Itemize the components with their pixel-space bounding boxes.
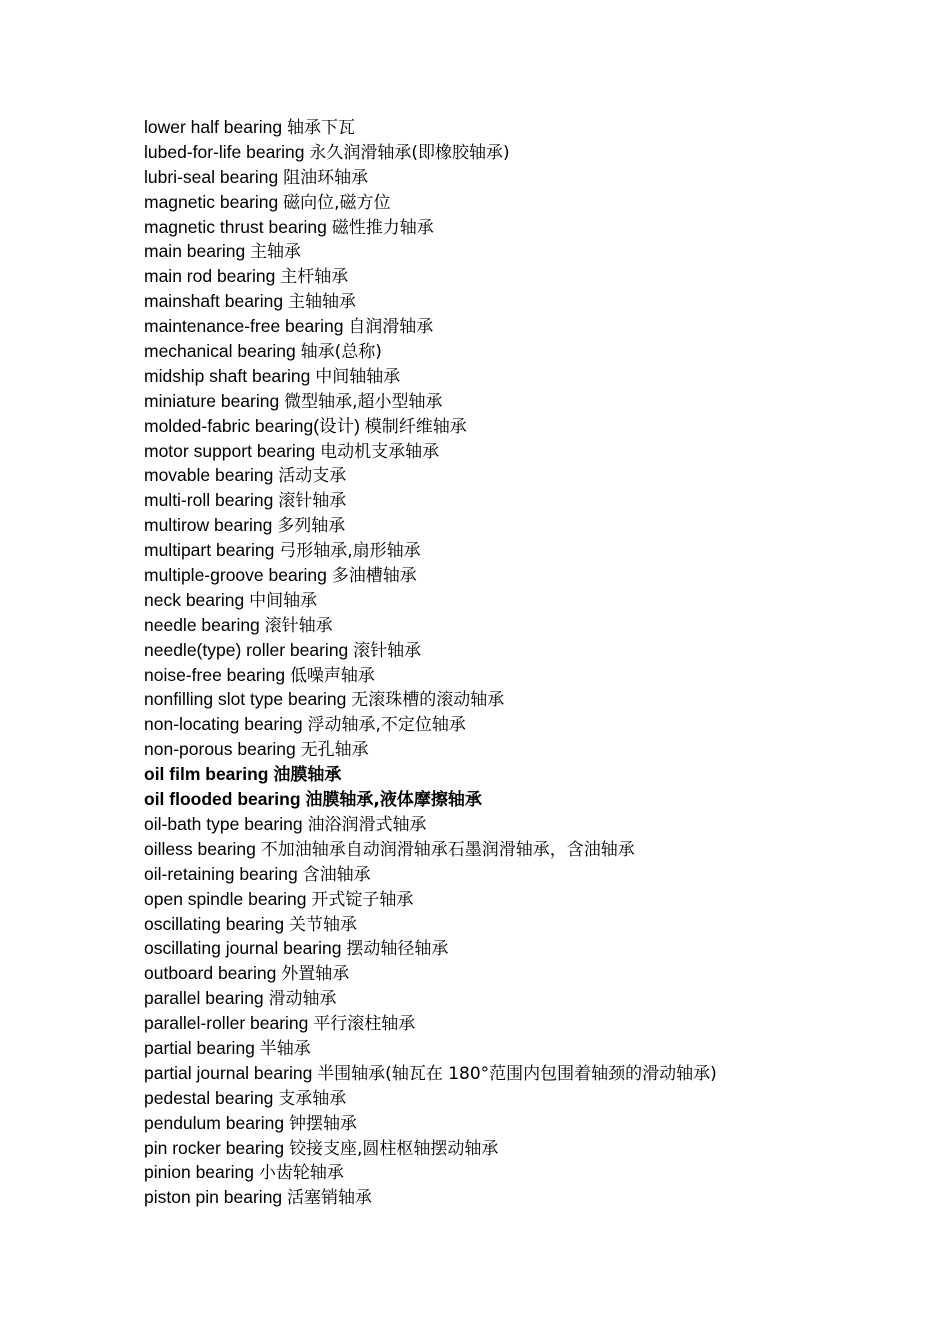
- entry-term: lower half bearing: [144, 117, 283, 137]
- entry-term: needle bearing: [144, 614, 260, 635]
- entry-term: pinion bearing: [144, 1162, 254, 1183]
- glossary-entry: [144, 1086, 924, 1111]
- entry-translation: 自润滑轴承: [348, 317, 434, 338]
- entry-translation: 外置轴承: [281, 964, 350, 985]
- entry-term: partial journal bearing: [144, 1062, 313, 1083]
- glossary-entry: [144, 414, 924, 439]
- entry-term: midship shaft bearing: [144, 365, 311, 386]
- entry-term: lubed-for-life bearing: [144, 141, 305, 162]
- glossary-entry: [144, 215, 924, 240]
- glossary-entry: [144, 463, 924, 488]
- entry-term: open spindle bearing: [144, 888, 307, 909]
- entry-term: oil film bearing: [144, 764, 269, 785]
- entry-term: pendulum bearing: [144, 1112, 285, 1133]
- glossary-entry: [144, 936, 924, 961]
- entry-term: non-porous bearing: [144, 739, 296, 760]
- entry-translation: 油浴润滑式轴承: [307, 814, 427, 835]
- entry-term: non-locating bearing: [144, 714, 303, 735]
- entry-term: pin rocker bearing: [144, 1137, 285, 1158]
- entry-term: parallel bearing: [144, 988, 264, 1009]
- glossary-entry: [144, 588, 924, 613]
- glossary-entry: [144, 314, 924, 339]
- glossary-entry: [144, 140, 924, 165]
- glossary-entry: [144, 1160, 924, 1185]
- entry-translation: 中间轴轴承: [315, 366, 401, 387]
- entry-translation: 半轴承: [259, 1038, 311, 1059]
- entry-term: main rod bearing: [144, 266, 276, 287]
- glossary-entry: [144, 862, 924, 887]
- glossary-entry: [144, 712, 924, 737]
- entry-translation: 永久润滑轴承(即橡胶轴承): [309, 142, 510, 163]
- entry-term: oilless bearing: [144, 838, 256, 859]
- glossary-entry: [144, 1011, 924, 1036]
- entry-translation: 无滚珠槽的滚动轴承: [351, 690, 505, 711]
- glossary-entry: [144, 1061, 924, 1086]
- entry-term: outboard bearing: [144, 963, 277, 984]
- entry-translation: 关节轴承: [288, 914, 357, 935]
- glossary-entry: [144, 687, 924, 712]
- entry-translation: 主轴轴承: [288, 292, 356, 313]
- entry-translation: 主杆轴承: [280, 267, 349, 288]
- entry-term: multiple-groove bearing: [144, 565, 327, 586]
- entry-term: multi-roll bearing: [144, 490, 274, 511]
- entry-term: magnetic bearing: [144, 191, 279, 212]
- entry-translation: 平行滚柱轴承: [313, 1014, 416, 1035]
- glossary-entry: [144, 1036, 924, 1061]
- entry-translation: 弓形轴承,扇形轴承: [279, 541, 421, 562]
- entry-translation: 磁向位,磁方位: [283, 192, 391, 213]
- glossary-entry: [144, 190, 924, 215]
- entry-translation: 滑动轴承: [268, 989, 337, 1010]
- entry-translation: 主轴承: [250, 242, 302, 263]
- glossary-entry: [144, 1111, 924, 1136]
- glossary-entry: [144, 115, 924, 140]
- entry-translation: 阻油环轴承: [283, 167, 369, 188]
- entry-translation: 低噪声轴承: [289, 665, 375, 686]
- entry-term: neck bearing: [144, 589, 245, 610]
- entry-translation: 无孔轴承: [300, 740, 369, 761]
- glossary-entry: [144, 488, 924, 513]
- glossary-entry: [144, 364, 924, 389]
- entry-translation: 滚针轴承: [278, 491, 347, 512]
- glossary-entry: [144, 165, 924, 190]
- entry-term: oil-retaining bearing: [144, 863, 298, 884]
- glossary-entry: [144, 663, 924, 688]
- entry-term: piston pin bearing: [144, 1187, 283, 1208]
- entry-translation: 活动支承: [278, 466, 347, 487]
- glossary-entry: [144, 961, 924, 986]
- entry-translation: 摆动轴径轴承: [346, 939, 449, 960]
- entry-term: multirow bearing: [144, 515, 273, 536]
- entry-term: needle(type) roller bearing: [144, 639, 349, 660]
- entry-translation: 中间轴承: [249, 590, 318, 611]
- entry-translation: 开式锭子轴承: [311, 889, 414, 910]
- entry-term: noise-free bearing: [144, 664, 286, 685]
- entry-term: oscillating journal bearing: [144, 938, 342, 959]
- entry-translation: 含油轴承: [302, 864, 371, 885]
- glossary-entry: [144, 563, 924, 588]
- entry-term: molded-fabric bearing(设计): [144, 415, 360, 436]
- entry-translation: 油膜轴承,液体摩擦轴承: [305, 790, 482, 811]
- entry-translation: 滚针轴承: [353, 640, 422, 661]
- glossary-entry: [144, 289, 924, 314]
- entry-translation: 电动机支承轴承: [320, 441, 440, 462]
- glossary-entry: [144, 887, 924, 912]
- glossary-entry: [144, 1136, 924, 1161]
- entry-term: oil-bath type bearing: [144, 813, 303, 834]
- entry-translation: 钟摆轴承: [288, 1113, 357, 1134]
- entry-translation: 小齿轮轴承: [258, 1163, 344, 1184]
- entry-translation: 浮动轴承,不定位轴承: [307, 715, 466, 736]
- entry-term: multipart bearing: [144, 540, 275, 561]
- entry-term: miniature bearing: [144, 390, 280, 411]
- entry-translation: 滚针轴承: [264, 615, 333, 636]
- entry-term: motor support bearing: [144, 440, 316, 461]
- entry-term: mechanical bearing: [144, 341, 296, 362]
- entry-translation: 轴承下瓦: [287, 118, 356, 138]
- entry-translation: 油膜轴承: [273, 765, 342, 786]
- glossary-entry: [144, 538, 924, 563]
- entry-translation: 活塞销轴承: [287, 1188, 373, 1209]
- entry-term: parallel-roller bearing: [144, 1013, 309, 1034]
- glossary-entry: [144, 638, 924, 663]
- entry-translation: 多油槽轴承: [331, 566, 417, 587]
- entry-term: oscillating bearing: [144, 913, 285, 934]
- glossary-entry: [144, 613, 924, 638]
- entry-term: maintenance-free bearing: [144, 316, 344, 337]
- entry-translation: 模制纤维轴承: [364, 416, 467, 437]
- glossary-entry: [144, 787, 924, 812]
- entry-translation: 磁性推力轴承: [331, 217, 434, 238]
- entry-term: nonfilling slot type bearing: [144, 689, 347, 710]
- entry-term: pedestal bearing: [144, 1087, 274, 1108]
- glossary-entry: [144, 986, 924, 1011]
- glossary-entry: [144, 439, 924, 464]
- entry-term: magnetic thrust bearing: [144, 216, 327, 237]
- entry-term: lubri-seal bearing: [144, 166, 279, 187]
- glossary-entry: [144, 837, 924, 862]
- entry-term: mainshaft bearing: [144, 291, 284, 312]
- entry-translation: 轴承(总称): [300, 342, 382, 363]
- entry-translation: 支承轴承: [278, 1088, 347, 1109]
- glossary-entry: [144, 762, 924, 787]
- glossary-list: [144, 115, 924, 1210]
- glossary-entry: [144, 264, 924, 289]
- glossary-entry: [144, 339, 924, 364]
- entry-term: main bearing: [144, 241, 246, 262]
- glossary-entry: [144, 239, 924, 264]
- glossary-entry: [144, 1185, 924, 1210]
- glossary-entry: [144, 389, 924, 414]
- entry-translation: 微型轴承,超小型轴承: [284, 391, 443, 412]
- entry-translation: 铰接支座,圆柱枢轴摆动轴承: [288, 1138, 499, 1159]
- glossary-entry: [144, 912, 924, 937]
- glossary-entry: [144, 737, 924, 762]
- entry-term: oil flooded bearing: [144, 789, 301, 810]
- glossary-entry: [144, 513, 924, 538]
- entry-translation: 多列轴承: [277, 516, 346, 537]
- entry-translation: 半围轴承(轴瓦在 180°范围内包围着轴颈的滑动轴承): [317, 1063, 717, 1084]
- entry-translation: 不加油轴承自动润滑轴承石墨润滑轴承，含油轴承: [260, 839, 635, 860]
- entry-term: movable bearing: [144, 465, 274, 486]
- entry-term: partial bearing: [144, 1037, 255, 1058]
- glossary-entry: [144, 812, 924, 837]
